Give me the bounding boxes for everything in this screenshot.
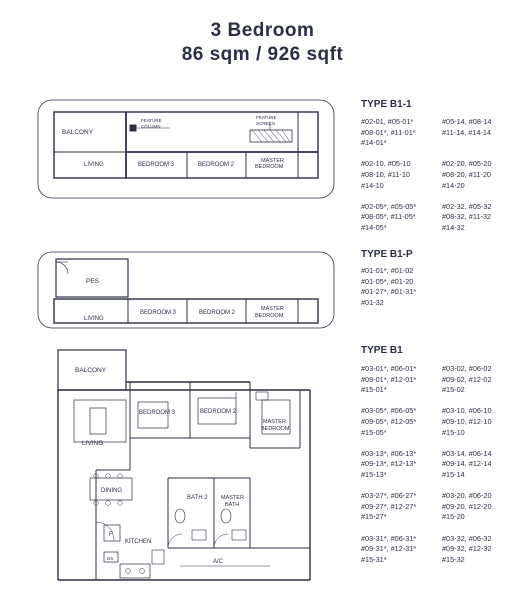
- unit-list-line: #14-05*: [361, 222, 387, 232]
- unit-list-line: #01-01*, #01-02: [361, 266, 414, 275]
- unit-list-line: #03-27*, #06-27*: [361, 491, 417, 501]
- b1-units-right: [442, 364, 492, 565]
- unit-list-line: #02-10, #05-10: [361, 159, 411, 169]
- b1-bedroom2-label: BEDROOM 2: [200, 409, 237, 415]
- b1-1-balcony-label: BALCONY: [62, 129, 94, 136]
- unit-list-line: #08-20, #11-20: [442, 169, 491, 179]
- unit-list-line: #09-13*, #12-13*: [361, 459, 417, 469]
- b1-balcony-label: BALCONY: [75, 367, 107, 374]
- page-title-line2: 86 sqm / 926 sqft: [181, 44, 344, 65]
- b1-fridge-label: F: [109, 532, 113, 538]
- unit-list-line: #02-01, #05-01*: [361, 117, 414, 126]
- unit-list-line: #05-14, #08-14: [442, 117, 492, 126]
- unit-list-line: [361, 523, 416, 534]
- unit-list-line: [361, 149, 416, 160]
- unit-list-line: #15-14: [442, 469, 465, 479]
- unit-list-line: #03-05*, #06-05*: [361, 406, 417, 416]
- type-b1-heading: TYPE B1: [361, 345, 403, 356]
- unit-list-line: #09-20, #12-20: [442, 501, 492, 511]
- unit-list-line: [442, 438, 492, 449]
- b1-1-feature-column-label-1: FEATURE: [141, 118, 162, 123]
- b1-p-master-label-1: MASTER: [261, 306, 284, 312]
- b1-p-bedroom3-label: BEDROOM 3: [140, 310, 177, 316]
- unit-list-line: #03-32, #06-32: [442, 533, 492, 543]
- unit-list-line: [361, 396, 416, 407]
- b1-master-label-1: MASTER: [263, 419, 286, 425]
- unit-list-line: #14-10: [361, 180, 384, 190]
- unit-list-line: #09-10, #12-10: [442, 416, 492, 426]
- b1-master-bath-label-1: MASTER: [221, 495, 244, 501]
- plan-b1-p: [38, 252, 334, 328]
- unit-list-line: #15-02: [442, 385, 465, 395]
- b1-p-living-label: LIVING: [84, 316, 104, 322]
- unit-list-line: [442, 191, 492, 202]
- unit-list-line: #11-14, #14-14: [442, 127, 491, 137]
- b1-p-master-label-2: BEDROOM: [255, 313, 284, 319]
- b1-living-label: LIVING: [82, 440, 104, 447]
- unit-list-line: #03-01*, #06-01*: [361, 364, 417, 373]
- unit-list-line: [442, 523, 492, 534]
- unit-list-line: #08-01*, #11-01*: [361, 127, 416, 137]
- unit-list-line: #15-32: [442, 554, 465, 564]
- unit-list-line: [361, 481, 416, 492]
- unit-list-line: #15-27*: [361, 512, 387, 522]
- b1-p-units-left: [361, 266, 416, 308]
- b1-1-units-right: [442, 117, 492, 234]
- unit-list-line: #08-10, #11-10: [361, 169, 410, 179]
- b1-1-bedroom2-label: BEDROOM 2: [198, 162, 235, 168]
- unit-list-line: #09-14, #12-14: [442, 459, 492, 469]
- unit-list-line: #02-05*, #05-05*: [361, 201, 417, 211]
- unit-list-line: #15-05*: [361, 427, 387, 437]
- b1-units-left: [361, 364, 416, 565]
- unit-list-line: #01-05*, #01-20: [361, 276, 414, 286]
- b1-master-bath-label-2: BATH: [225, 502, 240, 508]
- type-b1-p-heading: TYPE B1-P: [361, 249, 413, 260]
- unit-list-line: [361, 191, 416, 202]
- unit-list-line: #08-05*, #11-05*: [361, 212, 416, 222]
- unit-list-line: [442, 481, 492, 492]
- plan-b1: [58, 350, 310, 580]
- b1-bath2-label: BATH 2: [187, 495, 208, 501]
- b1-1-living-label: LIVING: [84, 162, 104, 168]
- unit-list-line: #03-20, #06-20: [442, 491, 492, 501]
- unit-list-line: #02-32, #05-32: [442, 201, 492, 211]
- unit-list-line: #03-13*, #06-13*: [361, 448, 417, 458]
- unit-list-line: #03-10, #06-10: [442, 406, 492, 416]
- unit-list-line: #01-32: [361, 297, 384, 307]
- b1-1-feature-screen-label-2: SCREEN: [256, 121, 275, 126]
- unit-list-line: [442, 138, 492, 149]
- unit-list-line: #15-13*: [361, 469, 387, 479]
- b1-1-bedroom3-label: BEDROOM 3: [138, 162, 175, 168]
- b1-1-units-left: [361, 117, 416, 234]
- b1-ac-label: A/C: [213, 559, 224, 565]
- b1-dining-label: DINING: [101, 488, 122, 494]
- unit-list-line: #03-14, #06-14: [442, 448, 492, 458]
- plan-b1-1: [38, 100, 334, 198]
- unit-list-line: #09-02, #12-02: [442, 374, 492, 384]
- unit-list-line: #08-32, #11-32: [442, 212, 491, 222]
- unit-list-line: [361, 438, 416, 449]
- unit-list-line: #09-32, #12-32: [442, 544, 492, 554]
- b1-kitchen-label: KITCHEN: [125, 539, 152, 545]
- unit-list-line: #14-20: [442, 180, 465, 190]
- unit-list-line: #03-02, #06-02: [442, 364, 492, 373]
- unit-list-line: #09-27*, #12-27*: [361, 501, 417, 511]
- unit-list-line: #15-31*: [361, 554, 387, 564]
- unit-list-line: #09-01*, #12-01*: [361, 374, 417, 384]
- unit-list-line: #14-32: [442, 222, 465, 232]
- b1-1-master-label-2: BEDROOM: [255, 164, 284, 170]
- b1-1-master-label-1: MASTER: [261, 158, 284, 164]
- b1-bedroom3-label: BEDROOM 3: [139, 410, 176, 416]
- unit-list-line: #15-01*: [361, 385, 387, 395]
- b1-1-feature-column-label-2: COLUMN: [141, 124, 161, 129]
- b1-ds-label: DS: [107, 556, 114, 561]
- unit-list-line: #02-20, #05-20: [442, 159, 492, 169]
- unit-list-line: [442, 149, 492, 160]
- type-b1-1-heading: TYPE B1-1: [361, 99, 412, 110]
- unit-list-line: #15-20: [442, 512, 465, 522]
- unit-list-line: #03-31*, #06-31*: [361, 533, 417, 543]
- unit-list-line: #09-05*, #12-05*: [361, 416, 417, 426]
- unit-list-line: #09-31*, #12-31*: [361, 544, 417, 554]
- unit-list-line: [442, 396, 492, 407]
- b1-1-feature-screen-label-1: FEATURE: [256, 115, 277, 120]
- b1-master-label-2: BEDROOM: [261, 426, 290, 432]
- b1-p-pes-label: PES: [86, 278, 100, 285]
- page-title-line1: 3 Bedroom: [210, 20, 315, 41]
- b1-p-bedroom2-label: BEDROOM 2: [199, 310, 236, 316]
- unit-list-line: #14-01*: [361, 138, 387, 148]
- unit-list-line: #01-27*, #01-31*: [361, 287, 417, 297]
- unit-list-line: #15-10: [442, 427, 465, 437]
